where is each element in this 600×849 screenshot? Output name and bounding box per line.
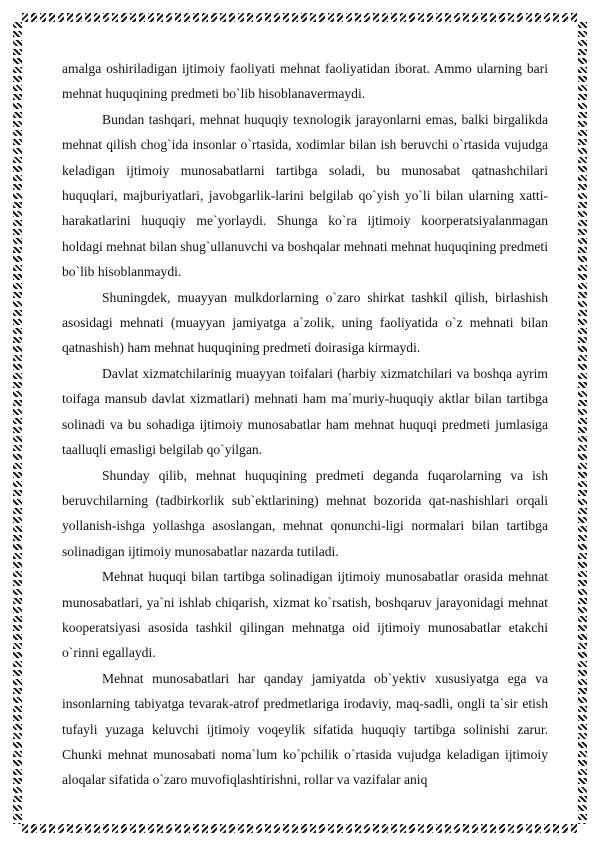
decorative-border-top: [22, 13, 578, 22]
decorative-border-bottom: [22, 824, 578, 833]
paragraph-2: Bundan tashqari, mehnat huquqiy texnologik jarayonlarni emas, balki birgalikda mehnat qilish chog`ida insonlar o`rtasida, xodimlar bilan ish beruvchi o`rtasida vujudga keladigan ijtimoiy munosabatlarni tartibga soladi, bu munosabat qatnashchilari huquqlari, majburiyatlari, javobgarlik-larini belgilab qo`yish yo`li bilan ularning xatti-harakatlarini huquqiy me`yorlaydi. Shunga ko`ra ijtimoiy koorperatsiyalanmagan holdagi mehnat bilan shug`ullanuvchi va boshqalar mehnati mehnat huquqining predmeti bo`lib hisoblanmaydi.: [62, 111, 548, 280]
document-body: [62, 56, 548, 793]
paragraph-1: amalga oshiriladigan ijtimoiy faoliyati mehnat faoliyatidan iborat. Ammo ularning bari mehnat huquqining predmeti bo`lib hisoblanavermaydi.: [62, 61, 548, 102]
paragraph-3: Shuningdek, muayyan mulkdorlarning o`zaro shirkat tashkil qilish, birlashish asosidagi mehnati (muayyan jamiyatga a`zolik, uning faoliyatida o`z mehnati bilan qatnashish) ham mehnat huquqining predmeti doirasiga kirmaydi.: [62, 289, 548, 356]
decorative-border-left: [13, 22, 22, 824]
decorative-border-right: [578, 22, 587, 824]
paragraph-7: Mehnat munosabatlari har qanday jamiyatda ob`yektiv xususiyatga ega va insonlarning tabiyatga tevarak-atrof predmetlariga irodaviy, maq-sadli, ongli ta`sir etish tufayli yuzaga keluvchi ijtimoiy voqeylik sifatida huquqiy tartibga solinishi zarur. Chunki mehnat munosabati noma`lum ko`pchilik o`rtasida vujudga keladigan ijtimoiy aloqalar sifatida o`zaro muvofiqlashtirishni, rollar va vazifalar aniq: [62, 670, 548, 788]
paragraph-6: Mehnat huquqi bilan tartibga solinadigan ijtimoiy munosabatlar orasida mehnat munosabatlari, ya`ni ishlab chiqarish, xizmat ko`rsatish, boshqaruv jarayonidagi mehnat kooperatsiyasi asosida tashkil qilingan mehnatga oid ijtimoiy munosabatlar etakchi o`rinni egallaydi.: [62, 569, 548, 661]
paragraph-5: Shunday qilib, mehnat huquqining predmeti deganda fuqarolarning va ish beruvchilarning (tadbirkorlik sub`ektlarining) mehnat bozorida qat-nashishlari orqali yollanish-ishga yollashga asoslangan, mehnat qonunchi-ligi normalari bilan tartibga solinadigan ijtimoiy munosabatlar nazarda tutiladi.: [62, 467, 548, 559]
paragraph-4: Davlat xizmatchilarinig muayyan toifalari (harbiy xizmatchilari va boshqa ayrim toifaga mansub davlat xizmatlari) mehnati ham ma`muriy-huquqiy aktlar bilan tartibga solinadi va bu sohadiga ijtimoiy munosabatlar ham mehnat huquqi predmeti jumlasiga taalluqli emasligi belgilab qo`yilgan.: [62, 365, 548, 458]
